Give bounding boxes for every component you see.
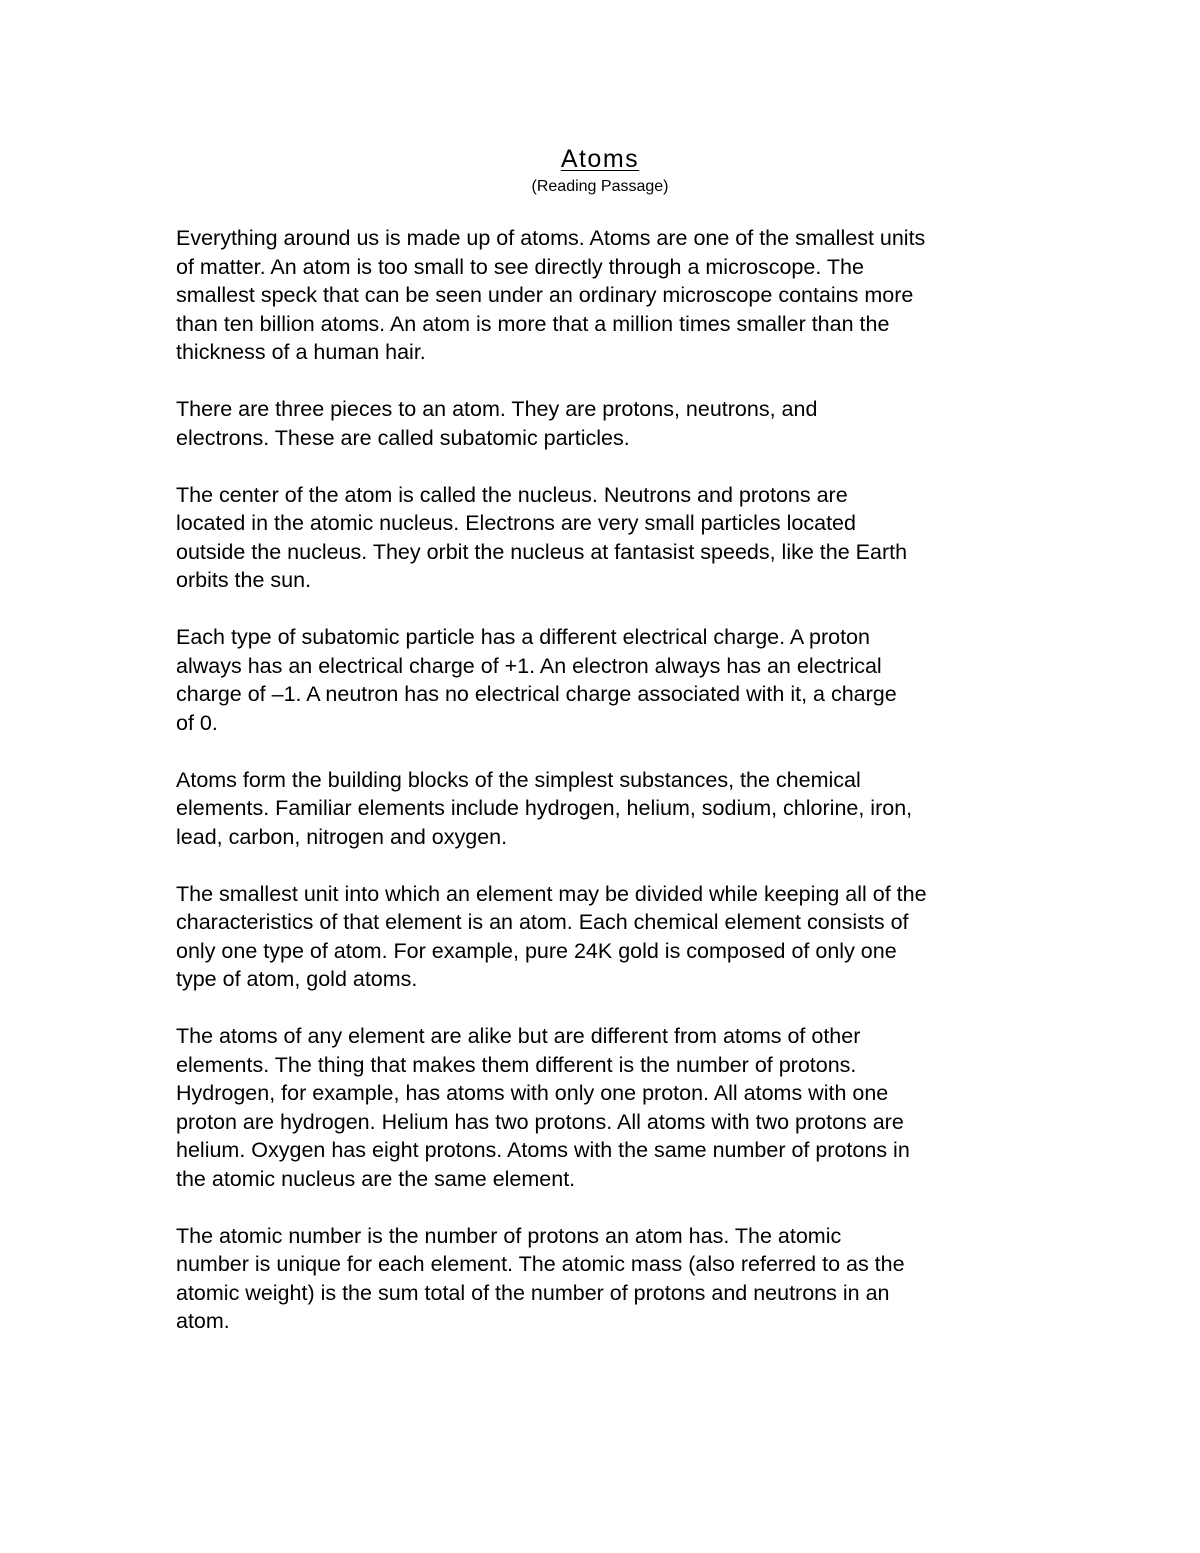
paragraph-line: of matter. An atom is too small to see directly through a microscope. The <box>176 254 864 279</box>
paragraph-line: Atoms form the building blocks of the simplest substances, the chemical <box>176 767 861 792</box>
paragraph <box>176 623 1056 737</box>
paragraph-line: charge of –1. A neutron has no electrical charge associated with it, a charge <box>176 682 897 706</box>
paragraph-line: than ten billion atoms. An atom is more that a million times smaller than the <box>176 311 890 336</box>
paragraph-line: lead, carbon, nitrogen and oxygen. <box>176 824 508 849</box>
paragraph-line: type of atom, gold atoms. <box>176 967 418 991</box>
paragraph-line: thickness of a human hair. <box>176 340 426 364</box>
paragraph-line: located in the atomic nucleus. Electrons are very small particles located <box>176 511 856 535</box>
paragraph-line: elements. The thing that makes them different is the number of protons. <box>176 1052 857 1077</box>
paragraph-line: The atoms of any element are alike but are different from atoms of other <box>176 1024 861 1048</box>
paragraph-line: of 0. <box>176 710 218 735</box>
paragraph-line: outside the nucleus. They orbit the nucleus at fantasist speeds, like the Earth <box>176 539 908 564</box>
paragraph-line: electrons. These are called subatomic particles. <box>176 425 630 450</box>
paragraph <box>176 1222 1056 1336</box>
paragraph-line: The center of the atom is called the nucleus. Neutrons and protons are <box>176 482 848 507</box>
paragraph-line: Each type of subatomic particle has a different electrical charge. A proton <box>176 625 870 649</box>
paragraph <box>176 395 1056 452</box>
paragraph-line: always has an electrical charge of +1. An electron always has an electrical <box>176 653 882 678</box>
paragraph <box>176 766 1056 852</box>
page-title: Atoms <box>560 145 640 173</box>
paragraph-line: helium. Oxygen has eight protons. Atoms with the same number of protons in <box>176 1138 910 1162</box>
paragraph-line: smallest speck that can be seen under an ordinary microscope contains more <box>176 283 914 307</box>
paragraph-line: Hydrogen, for example, has atoms with only one proton. All atoms with one <box>176 1081 889 1105</box>
paragraph <box>176 880 1056 994</box>
paragraph-line: atomic weight) is the sum total of the number of protons and neutrons in an <box>176 1280 890 1305</box>
paragraph-line: atom. <box>176 1309 230 1333</box>
paragraph-line: the atomic nucleus are the same element. <box>176 1166 576 1191</box>
paragraph-line: orbits the sun. <box>176 568 312 592</box>
paragraph <box>176 224 1056 367</box>
paragraph-line: characteristics of that element is an atom. Each chemical element consists of <box>176 910 909 934</box>
paragraph <box>176 1022 1056 1193</box>
paragraph-line: Everything around us is made up of atoms. Atoms are one of the smallest units <box>176 226 926 250</box>
paragraph <box>176 481 1056 595</box>
paragraph-line: The atomic number is the number of protons an atom has. The atomic <box>176 1223 842 1248</box>
page-subtitle: (Reading Passage) <box>531 178 669 195</box>
paragraph-line: The smallest unit into which an element may be divided while keeping all of the <box>176 881 927 906</box>
paragraph-line: proton are hydrogen. Helium has two protons. All atoms with two protons are <box>176 1109 904 1134</box>
paragraph-line: only one type of atom. For example, pure 24K gold is composed of only one <box>176 938 897 963</box>
paragraph-line: elements. Familiar elements include hydrogen, helium, sodium, chlorine, iron, <box>176 796 913 820</box>
paragraph-line: There are three pieces to an atom. They are protons, neutrons, and <box>176 397 818 421</box>
paragraph-line: number is unique for each element. The atomic mass (also referred to as the <box>176 1252 905 1276</box>
reading-passage-body <box>176 224 1056 1364</box>
